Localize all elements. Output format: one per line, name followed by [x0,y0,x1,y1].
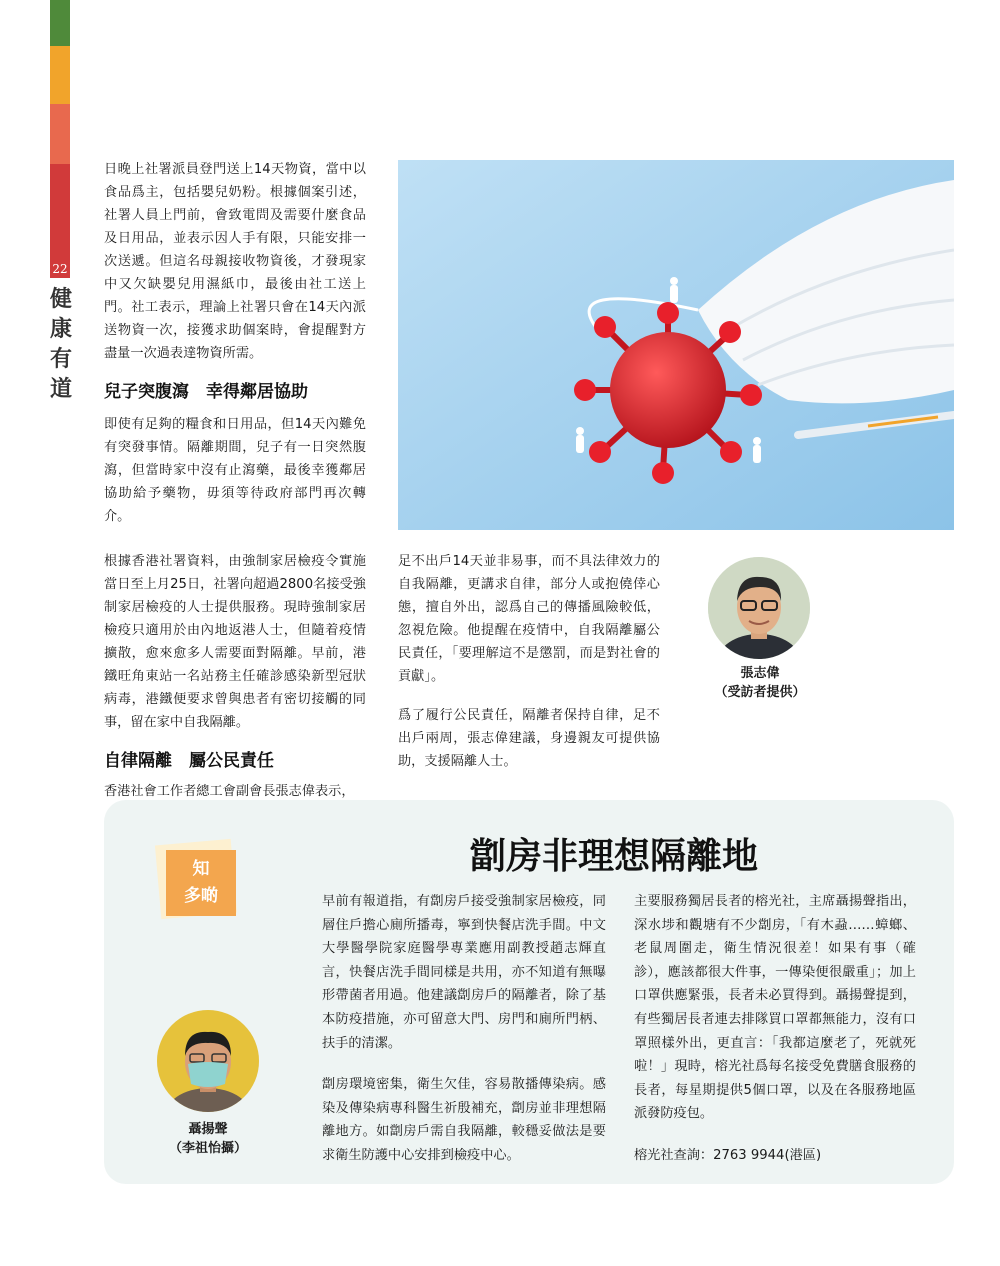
virus-mask-photo [398,160,954,530]
portrait-credit: （受訪者提供） [714,685,806,700]
portrait-caption-cheung [690,664,830,702]
paragraph: 爲了履行公民責任，隔離者保持自律，足不出戶兩周，張志偉建議，身邊親友可提供協助，支援隔離人士。 [398,708,660,769]
paragraph: 足不出戶14天並非易事，而不具法律效力的自我隔離，更講求自律，部分人或抱僥倖心態，擅自外出，認爲自己的傳播風險較低，忽視危險。他提醒在疫情中，自我隔離屬公民責任，「要理解這不是懲罰，而是對社會的貢獻」。 [398,554,660,684]
portrait-name: 張志偉 [740,666,780,681]
paragraph: 香港社會工作者總工會副會長張志偉表示， [104,784,355,799]
color-strip-orange [50,46,70,104]
paragraph: 主要服務獨居長者的榕光社，主席聶揚聲指出，深水埗和觀塘有不少劏房，「有木蝨……蟑螂、老鼠周圍走，衛生情況很差！如果有事（確診），應該都很大件事，一傳染便很嚴重」；加上口罩供應緊張，長者未必買得到。聶揚聲提到，有些獨居長者連去排隊買口罩都無能力，沒有口罩照樣外出，更直言：「我都這麼老了，死就死啦！」現時，榕光社爲每名接受免費膳食服務的長者，每星期提供5個口罩，以及在各服務地區派發防疫包。 [634,894,916,1122]
article-column-2 [398,550,660,773]
section-title: 健康有道 [49,286,72,402]
subheading: 兒子突腹瀉 幸得鄰居協助 [104,382,308,402]
color-strip-salmon [50,104,70,164]
paragraph: 根據香港社署資料，由強制家居檢疫令實施當日至上月25日，社署向超過2800名接受強制家居檢疫的人士提供服務。現時強制家居檢疫只適用於由內地返港人士，但隨着疫情擴散，愈來愈多人需要面對隔離。早前，港鐵旺角東站一名站務主任確診感染新型冠狀病毒，港鐵便要求曾與患者有密切接觸的同事，留在家中自我隔離。 [104,554,366,730]
portrait-caption-nip [138,1120,278,1158]
box-title: 劏房非理想隔離地 [470,835,759,877]
box-column-1 [322,890,606,1168]
paragraph: 劏房環境密集，衛生欠佳，容易散播傳染病。感染及傳染病專科醫生祈殷補充，劏房並非理想隔離地方。如劏房戶需自我隔離，較穩妥做法是要求衛生防護中心安排到檢疫中心。 [322,1077,606,1163]
box-column-2 [634,890,916,1168]
subheading: 自律隔離 屬公民責任 [104,751,274,771]
contact-line: 榕光社查詢：2763 9944(港區) [634,1147,822,1163]
paragraph: 即使有足夠的糧食和日用品，但14天內難免有突發事情。隔離期間，兒子有一日突然腹瀉，但當時家中沒有止瀉藥，最後幸獲鄰居協助給予藥物，毋須等待政府部門再次轉介。 [104,417,366,524]
paragraph: 日晚上社署派員登門送上14天物資，當中以食品爲主，包括嬰兒奶粉。根據個案引述，社署人員上門前，會致電問及需要什麼食品及日用品，並表示因人手有限，只能安排一次送遞。但這名母親接收物資後，才發現家中又欠缺嬰兒用濕紙巾，最後由社工送上門。社工表示，理論上社署只會在14天內派送物資一次，接獲求助個案時，會提醒對方盡量一次過表達物資所需。 [104,162,366,361]
portrait-credit: （李祖怡攝） [168,1141,247,1156]
portrait-name: 聶揚聲 [188,1122,228,1137]
paragraph: 早前有報道指，有劏房戶接受強制家居檢疫，同層住戶擔心廁所播毒，寧到快餐店洗手間。中文大學醫學院家庭醫學專業應用副教授趙志輝直言，快餐店洗手間同樣是共用，亦不知道有無曝形帶菌者用過。他建議劏房戶的隔離者，除了基本防疫措施，亦可留意大門、房門和廁所門柄、扶手的清潔。 [322,894,606,1051]
portrait-photo-nip [157,1010,259,1112]
virus-illustration [398,160,954,530]
color-strip-red [50,164,70,260]
tag-line-1: 知 [192,859,210,879]
color-strip-green [50,0,70,46]
tag-line-2: 多啲 [184,886,218,906]
tag-know-more [166,850,236,916]
page-number: 22 [50,260,70,278]
article-column-1 [104,158,366,803]
portrait-photo-cheung [708,557,810,659]
